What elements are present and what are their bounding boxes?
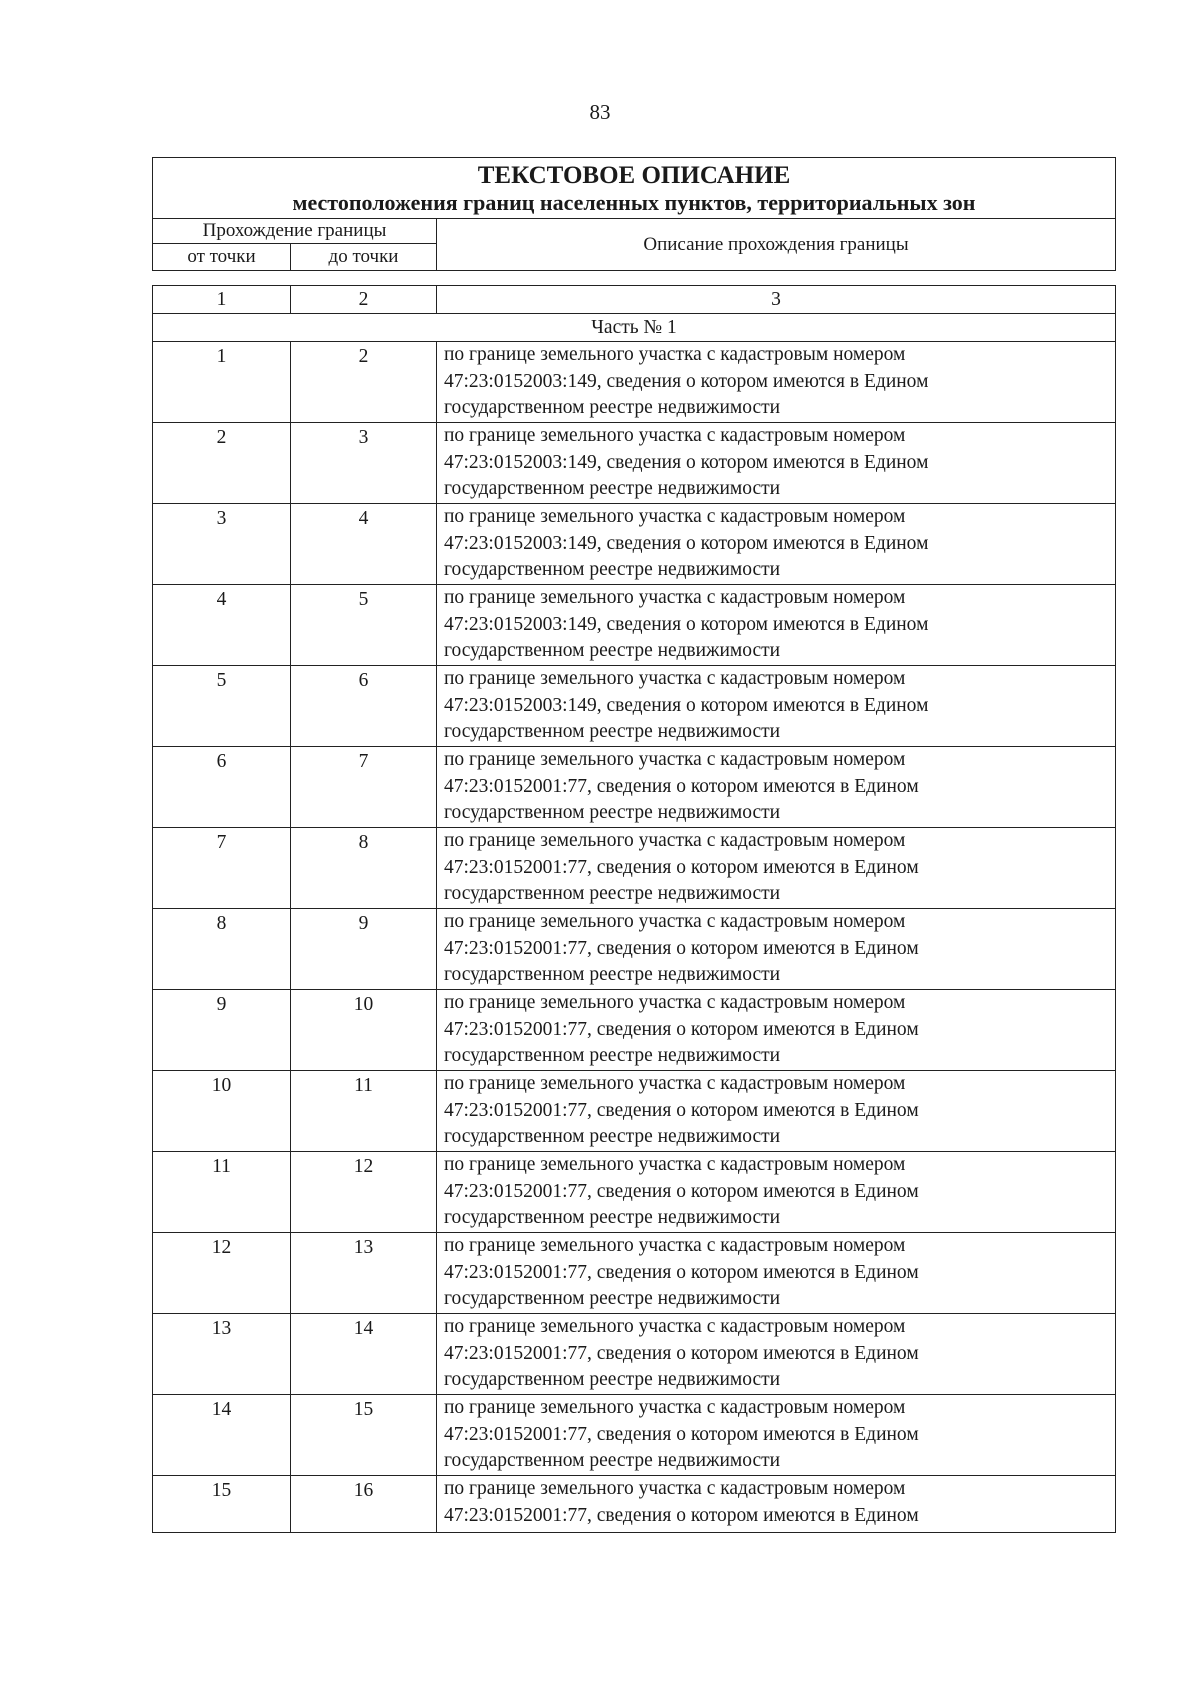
description-line: 47:23:0152001:77, сведения о котором имеются в Едином <box>444 856 919 878</box>
description-line: государственном реестре недвижимости <box>444 1369 781 1390</box>
description-line: 47:23:0152001:77, сведения о котором имеются в Едином <box>444 1261 919 1283</box>
from-point-cell: 6 <box>153 747 291 828</box>
description-line: государственном реестре недвижимости <box>444 397 781 418</box>
part-row <box>153 314 1116 342</box>
description-cell <box>437 1395 1116 1476</box>
from-point-cell: 15 <box>153 1476 291 1533</box>
description-line: государственном реестре недвижимости <box>444 640 781 661</box>
from-point-cell: 11 <box>153 1152 291 1233</box>
table-row <box>153 1314 1116 1395</box>
to-point-cell: 15 <box>291 1395 437 1476</box>
description-line: по границе земельного участка с кадастровым номером <box>444 506 906 527</box>
table-row <box>153 342 1116 423</box>
document-title: ТЕКСТОВОЕ ОПИСАНИЕ <box>477 162 791 189</box>
description-line: по границе земельного участка с кадастровым номером <box>444 830 906 851</box>
table-row <box>153 423 1116 504</box>
description-line: по границе земельного участка с кадастровым номером <box>444 1397 906 1418</box>
description-cell <box>437 423 1116 504</box>
to-point-cell: 2 <box>291 342 437 423</box>
description-line: 47:23:0152003:149, сведения о котором имеются в Едином <box>444 532 929 554</box>
description-line: по границе земельного участка с кадастровым номером <box>444 1235 906 1256</box>
from-point-cell: 14 <box>153 1395 291 1476</box>
table-row <box>153 909 1116 990</box>
from-point-cell: 3 <box>153 504 291 585</box>
description-line: 47:23:0152003:149, сведения о котором имеются в Едином <box>444 694 929 716</box>
description-line: государственном реестре недвижимости <box>444 964 781 985</box>
part-label: Часть № 1 <box>153 314 1116 342</box>
table-row <box>153 504 1116 585</box>
description-cell <box>437 1152 1116 1233</box>
to-point-cell: 9 <box>291 909 437 990</box>
description-line: по границе земельного участка с кадастровым номером <box>444 749 906 770</box>
to-point-cell: 4 <box>291 504 437 585</box>
page-number: 83 <box>589 100 611 124</box>
column-number-row <box>153 286 1116 314</box>
from-point-cell: 7 <box>153 828 291 909</box>
table-row <box>153 1152 1116 1233</box>
description-cell <box>437 585 1116 666</box>
to-point-cell: 7 <box>291 747 437 828</box>
description-line: 47:23:0152001:77, сведения о котором имеются в Едином <box>444 1342 919 1364</box>
description-cell <box>437 504 1116 585</box>
table-row <box>153 990 1116 1071</box>
from-point-cell: 2 <box>153 423 291 504</box>
column-number: 1 <box>153 286 291 314</box>
description-cell <box>437 1233 1116 1314</box>
description-line: государственном реестре недвижимости <box>444 883 781 904</box>
description-line: 47:23:0152001:77, сведения о котором имеются в Едином <box>444 775 919 797</box>
description-line: по границе земельного участка с кадастровым номером <box>444 668 906 689</box>
description-line: 47:23:0152003:149, сведения о котором имеются в Едином <box>444 370 929 392</box>
description-line: государственном реестре недвижимости <box>444 1288 781 1309</box>
description-line: 47:23:0152001:77, сведения о котором имеются в Едином <box>444 1180 919 1202</box>
description-line: 47:23:0152001:77, сведения о котором имеются в Едином <box>444 1018 919 1040</box>
to-point-cell: 13 <box>291 1233 437 1314</box>
table-row <box>153 747 1116 828</box>
description-cell <box>437 990 1116 1071</box>
description-cell <box>437 747 1116 828</box>
table-row <box>153 1395 1116 1476</box>
to-point-cell: 10 <box>291 990 437 1071</box>
document-subtitle: местоположения границ населенных пунктов, территориальных зон <box>292 190 976 215</box>
description-cell <box>437 909 1116 990</box>
description-cell <box>437 1314 1116 1395</box>
to-point-cell: 5 <box>291 585 437 666</box>
description-cell <box>437 828 1116 909</box>
to-point-cell: 11 <box>291 1071 437 1152</box>
from-point-header: от точки <box>153 243 291 270</box>
description-line: государственном реестре недвижимости <box>444 802 781 823</box>
description-cell <box>437 342 1116 423</box>
from-point-cell: 1 <box>153 342 291 423</box>
description-line: по границе земельного участка с кадастровым номером <box>444 425 906 446</box>
description-line: по границе земельного участка с кадастровым номером <box>444 344 906 365</box>
description-line: государственном реестре недвижимости <box>444 559 781 580</box>
column-number: 3 <box>437 286 1116 314</box>
to-point-header: до точки <box>291 243 437 270</box>
table-row <box>153 1233 1116 1314</box>
description-line: государственном реестре недвижимости <box>444 478 781 499</box>
description-line: по границе земельного участка с кадастровым номером <box>444 992 906 1013</box>
to-point-cell: 6 <box>291 666 437 747</box>
description-line: государственном реестре недвижимости <box>444 1450 781 1471</box>
description-line: 47:23:0152003:149, сведения о котором имеются в Едином <box>444 613 929 635</box>
description-cell <box>437 666 1116 747</box>
table-row <box>153 1476 1116 1533</box>
table-row <box>153 585 1116 666</box>
passage-header: Прохождение границы <box>153 219 437 243</box>
to-point-cell: 16 <box>291 1476 437 1533</box>
description-line: 47:23:0152003:149, сведения о котором имеются в Едином <box>444 451 929 473</box>
description-line: по границе земельного участка с кадастровым номером <box>444 911 906 932</box>
to-point-cell: 14 <box>291 1314 437 1395</box>
description-line: по границе земельного участка с кадастровым номером <box>444 1154 906 1175</box>
description-line: государственном реестре недвижимости <box>444 1045 781 1066</box>
from-point-cell: 9 <box>153 990 291 1071</box>
description-line: 47:23:0152001:77, сведения о котором имеются в Едином <box>444 1423 919 1445</box>
description-line: государственном реестре недвижимости <box>444 1207 781 1228</box>
from-point-cell: 5 <box>153 666 291 747</box>
header-columns <box>153 218 1115 270</box>
from-point-cell: 4 <box>153 585 291 666</box>
to-point-cell: 8 <box>291 828 437 909</box>
description-line: государственном реестре недвижимости <box>444 721 781 742</box>
description-line: по границе земельного участка с кадастровым номером <box>444 1478 906 1499</box>
description-line: государственном реестре недвижимости <box>444 1126 781 1147</box>
from-point-cell: 12 <box>153 1233 291 1314</box>
description-line: 47:23:0152001:77, сведения о котором имеются в Едином <box>444 1099 919 1121</box>
boundary-table <box>152 285 1116 1533</box>
description-line: по границе земельного участка с кадастровым номером <box>444 1073 906 1094</box>
description-line: 47:23:0152001:77, сведения о котором имеются в Едином <box>444 1504 919 1526</box>
to-point-cell: 3 <box>291 423 437 504</box>
to-point-cell: 12 <box>291 1152 437 1233</box>
description-line: 47:23:0152001:77, сведения о котором имеются в Едином <box>444 937 919 959</box>
description-line: по границе земельного участка с кадастровым номером <box>444 1316 906 1337</box>
column-number: 2 <box>291 286 437 314</box>
table-row <box>153 828 1116 909</box>
from-point-cell: 13 <box>153 1314 291 1395</box>
description-line: по границе земельного участка с кадастровым номером <box>444 587 906 608</box>
description-cell <box>437 1476 1116 1533</box>
table-row <box>153 666 1116 747</box>
table-row <box>153 1071 1116 1152</box>
from-point-cell: 8 <box>153 909 291 990</box>
from-point-cell: 10 <box>153 1071 291 1152</box>
description-header: Описание прохождения границы <box>643 233 909 255</box>
table-header <box>152 157 1116 271</box>
description-cell <box>437 1071 1116 1152</box>
